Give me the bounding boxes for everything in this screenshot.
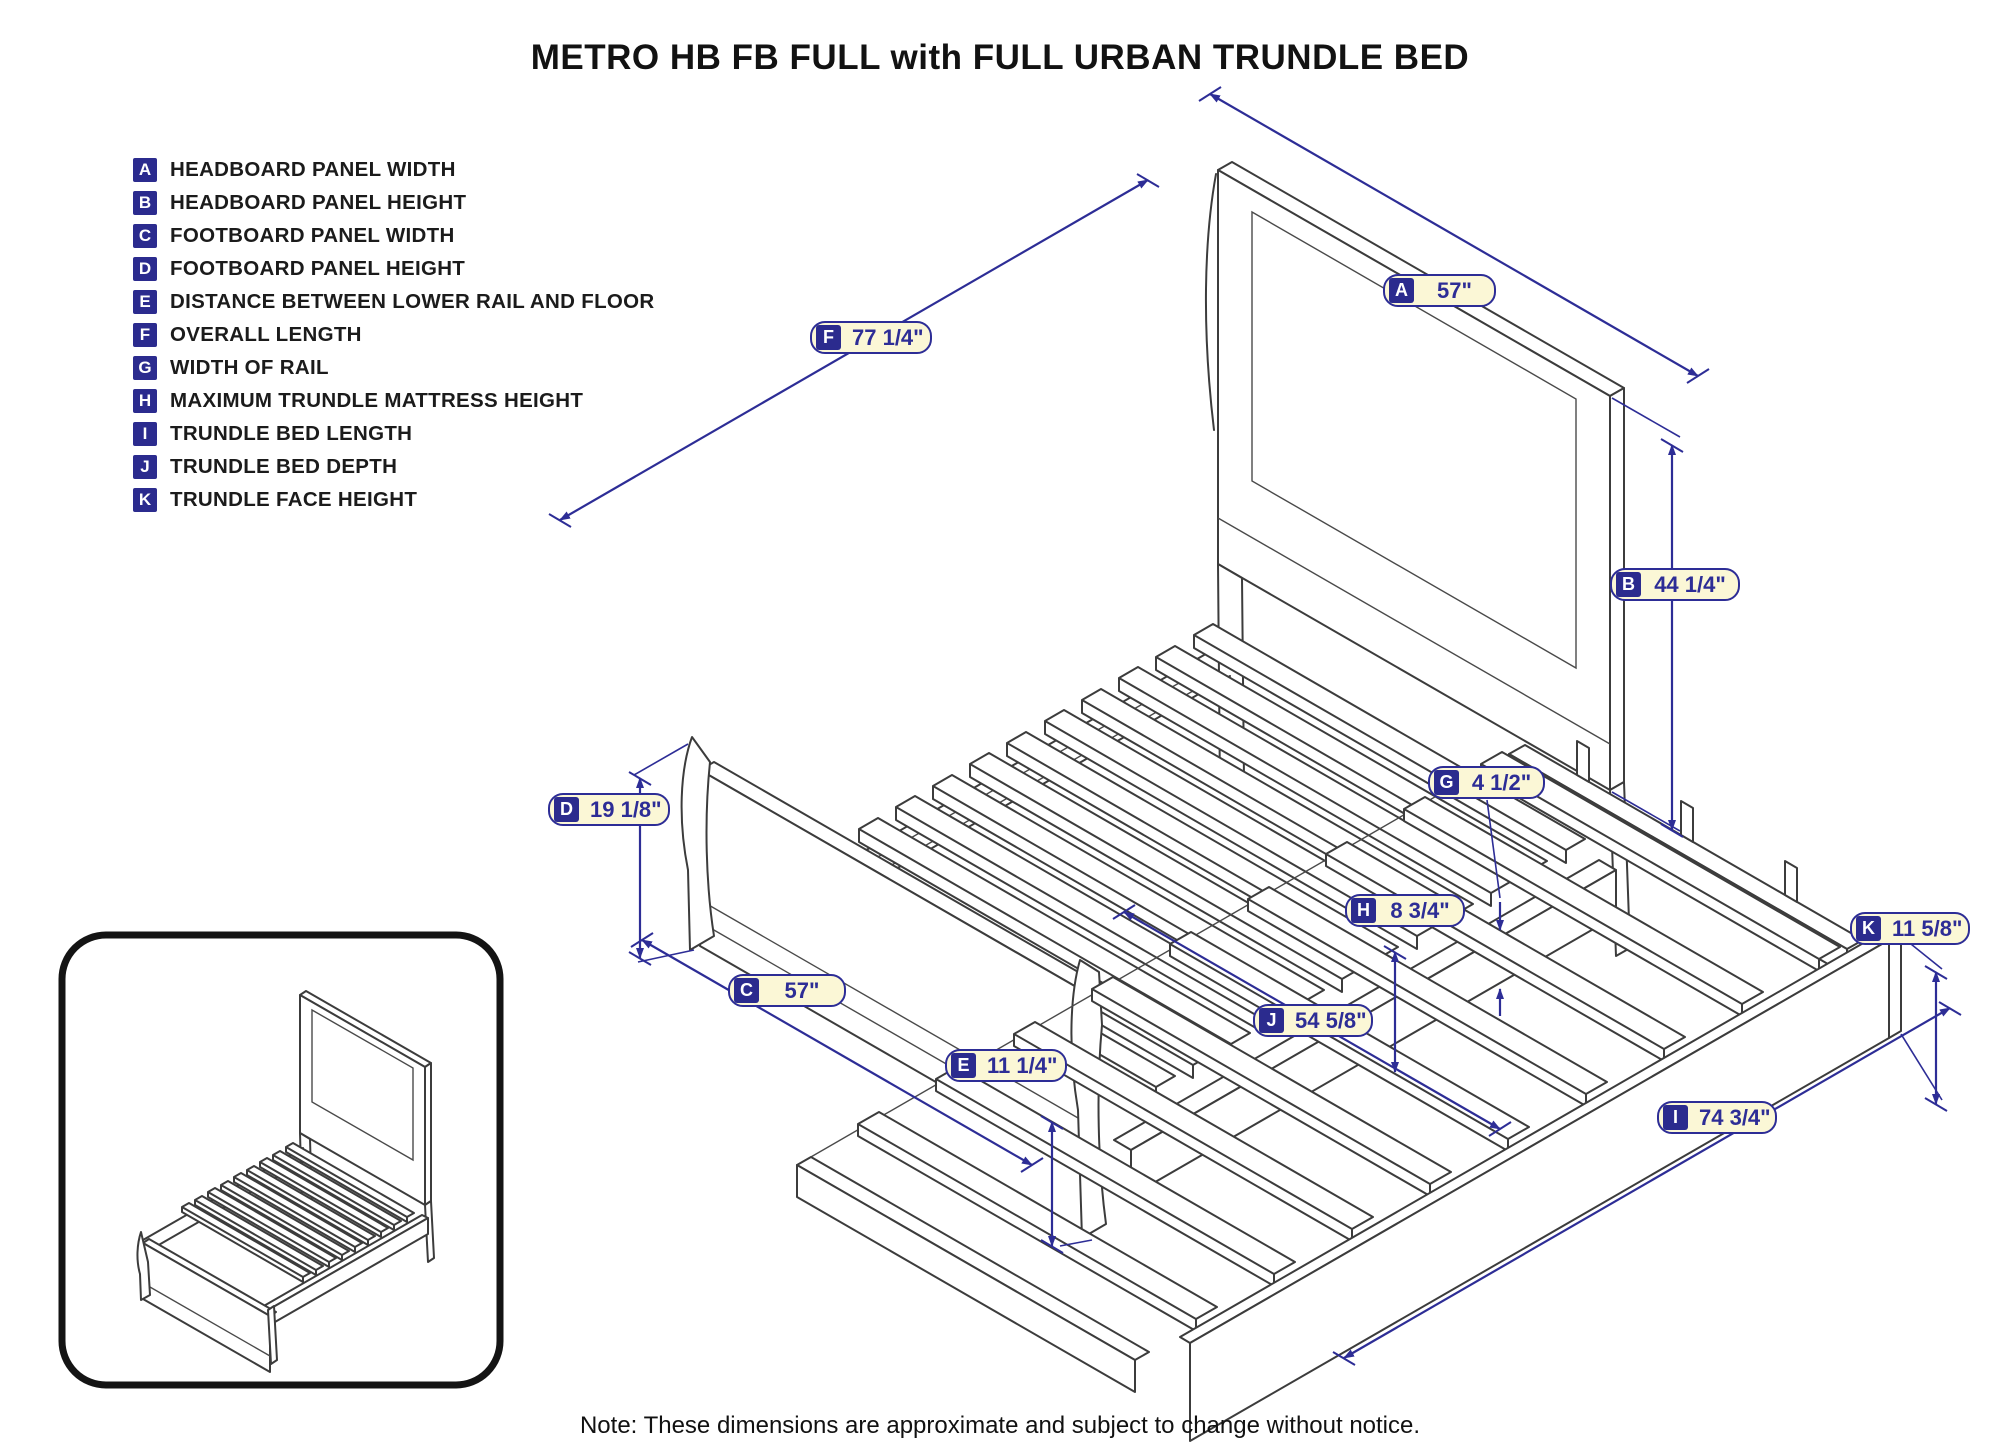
page-title: METRO HB FB FULL with FULL URBAN TRUNDLE BED bbox=[530, 38, 1470, 77]
badge-value: 77 1/4" bbox=[852, 324, 924, 350]
footer-note: Note: These dimensions are approximate and subject to change without notice. bbox=[579, 1412, 1421, 1439]
badge-value: 11 1/4" bbox=[987, 1052, 1058, 1078]
legend-key: G bbox=[133, 356, 157, 380]
dim-badge-h bbox=[1345, 894, 1465, 927]
legend-label: FOOTBOARD PANEL HEIGHT bbox=[170, 257, 466, 280]
dim-badge-j bbox=[1253, 1004, 1373, 1037]
legend-key: C bbox=[133, 224, 157, 248]
badge-letter: E bbox=[951, 1053, 976, 1078]
badge-letter: C bbox=[734, 978, 759, 1003]
legend-label: FOOTBOARD PANEL WIDTH bbox=[170, 224, 455, 247]
legend-label: TRUNDLE FACE HEIGHT bbox=[170, 488, 418, 511]
badge-letter: K bbox=[1856, 916, 1881, 941]
badge-value: 57" bbox=[784, 977, 820, 1003]
dim-badge-i bbox=[1657, 1101, 1777, 1134]
legend-key: F bbox=[133, 323, 157, 347]
legend-label: DISTANCE BETWEEN LOWER RAIL AND FLOOR bbox=[170, 290, 655, 313]
legend-label: HEADBOARD PANEL HEIGHT bbox=[170, 191, 467, 214]
legend-key: J bbox=[133, 455, 157, 479]
badge-value: 57" bbox=[1437, 277, 1472, 303]
dim-badge-f bbox=[810, 321, 932, 354]
legend-key: B bbox=[133, 191, 157, 215]
inset-assembled-bed bbox=[62, 935, 500, 1385]
dim-badge-e bbox=[945, 1049, 1067, 1082]
legend-key: D bbox=[133, 257, 157, 281]
badge-letter: G bbox=[1434, 770, 1459, 795]
badge-value: 4 1/2" bbox=[1471, 769, 1532, 795]
badge-letter: I bbox=[1663, 1105, 1688, 1130]
legend-label: WIDTH OF RAIL bbox=[170, 356, 329, 379]
badge-value: 74 3/4" bbox=[1699, 1104, 1771, 1130]
legend-label: TRUNDLE BED DEPTH bbox=[170, 455, 398, 478]
dim-badge-k bbox=[1850, 912, 1970, 945]
badge-letter: F bbox=[816, 325, 841, 350]
dim-badge-a bbox=[1383, 274, 1496, 307]
dim-badge-d bbox=[548, 793, 670, 826]
legend-label: MAXIMUM TRUNDLE MATTRESS HEIGHT bbox=[170, 389, 584, 412]
dim-badge-c bbox=[728, 974, 846, 1007]
dim-badge-b bbox=[1610, 568, 1740, 601]
badge-value: 11 5/8" bbox=[1892, 915, 1963, 941]
badge-letter: H bbox=[1351, 898, 1376, 923]
badge-letter: A bbox=[1389, 278, 1414, 303]
legend-key: E bbox=[133, 290, 157, 314]
badge-letter: J bbox=[1259, 1008, 1284, 1033]
dim-badge-g bbox=[1428, 766, 1545, 799]
legend-label: OVERALL LENGTH bbox=[170, 323, 362, 346]
legend-key: A bbox=[133, 158, 157, 182]
badge-letter: B bbox=[1616, 572, 1641, 597]
badge-letter: D bbox=[554, 797, 579, 822]
badge-value: 19 1/8" bbox=[590, 796, 662, 822]
legend-label: HEADBOARD PANEL WIDTH bbox=[170, 158, 456, 181]
legend-key: I bbox=[133, 422, 157, 446]
dim-line-i bbox=[1344, 1008, 1950, 1358]
legend-key: H bbox=[133, 389, 157, 413]
badge-value: 8 3/4" bbox=[1390, 897, 1450, 923]
badge-value: 44 1/4" bbox=[1654, 571, 1726, 597]
badge-value: 54 5/8" bbox=[1295, 1007, 1367, 1033]
legend-label: TRUNDLE BED LENGTH bbox=[170, 422, 413, 445]
legend-key: K bbox=[133, 488, 157, 512]
